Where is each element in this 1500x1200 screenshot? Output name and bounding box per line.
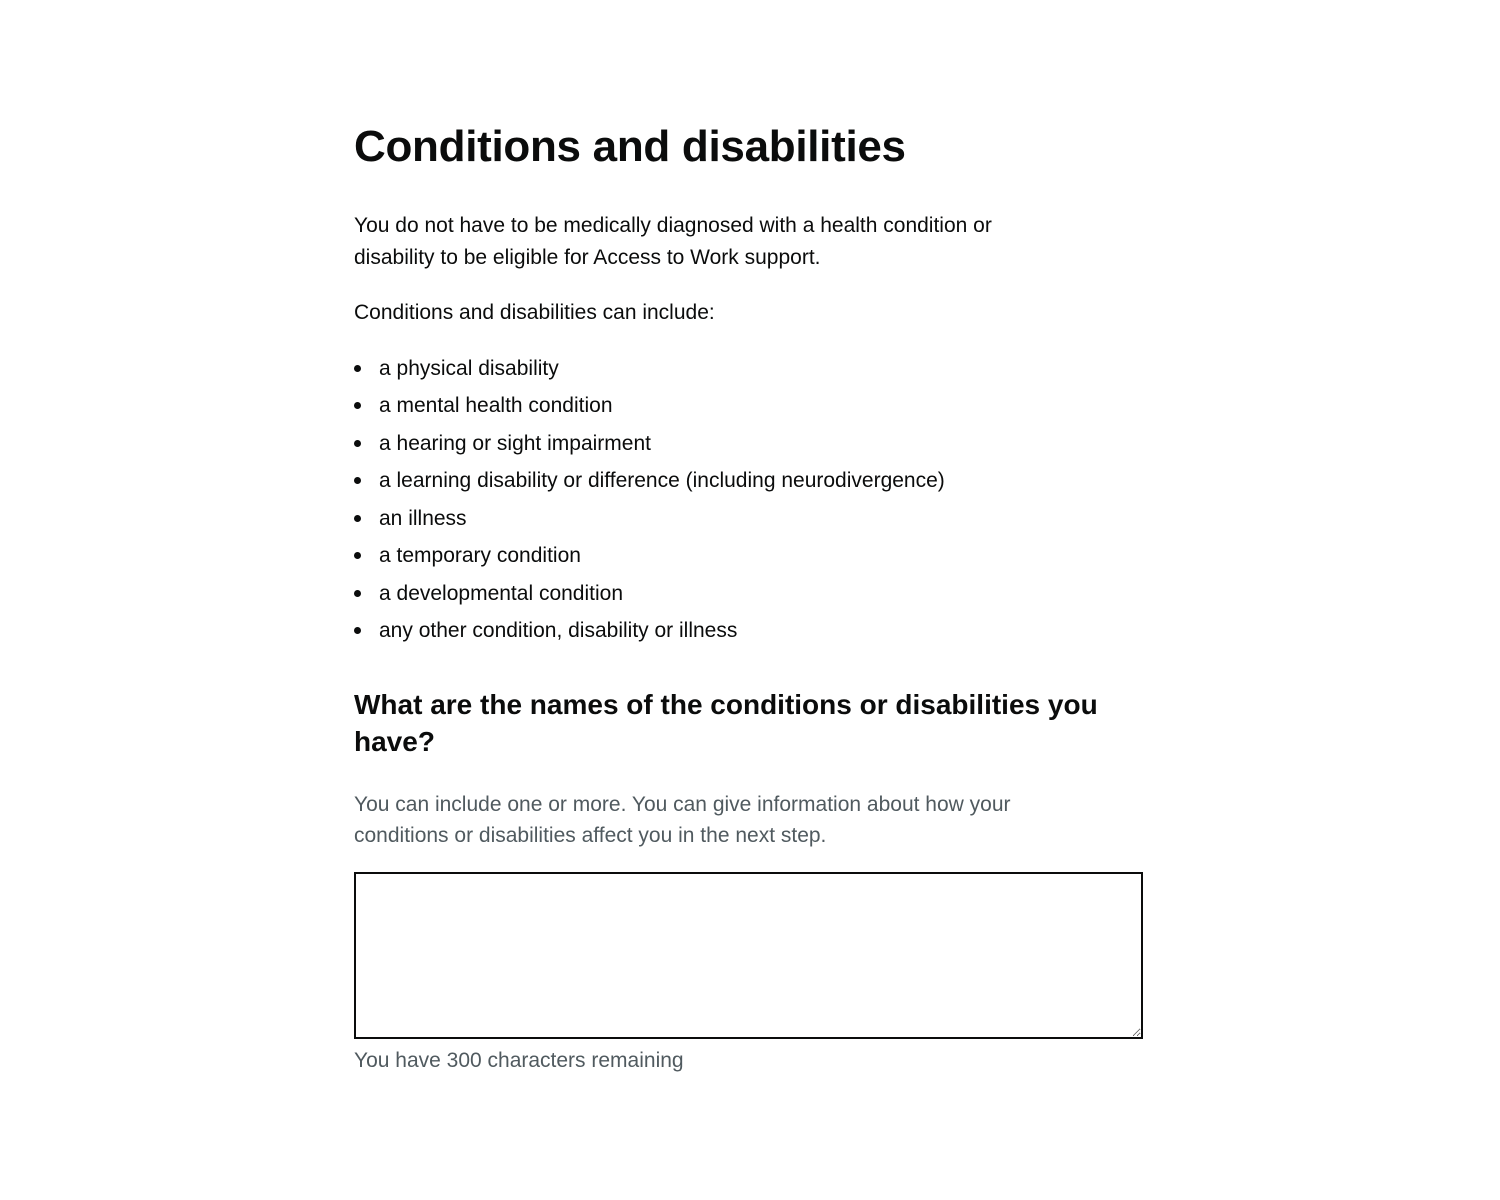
list-item-text: a hearing or sight impairment bbox=[379, 431, 651, 455]
list-intro: Conditions and disabilities can include: bbox=[354, 301, 715, 324]
list-item bbox=[354, 353, 1144, 385]
list-item-text: a developmental condition bbox=[379, 581, 624, 605]
question-hint: You can include one or more. You can give information about how your conditions or disabilities affect you in the next step. bbox=[354, 792, 1011, 847]
list-item-text: an illness bbox=[379, 506, 467, 530]
question-label bbox=[354, 686, 1114, 761]
list-item bbox=[354, 428, 1144, 460]
list-item bbox=[354, 540, 1144, 572]
list-item bbox=[354, 390, 1144, 422]
conditions-textarea[interactable] bbox=[354, 872, 1143, 1039]
bullet-icon bbox=[354, 552, 361, 559]
main-content bbox=[354, 118, 1144, 1076]
bullet-icon bbox=[354, 590, 361, 597]
list-item-text: a learning disability or difference (including neurodivergence) bbox=[379, 469, 945, 492]
character-count-message: You have 300 characters remaining bbox=[354, 1048, 684, 1072]
list-item-text: a physical disability bbox=[379, 356, 559, 380]
list-item-text: any other condition, disability or illness bbox=[379, 619, 738, 642]
page-title: Conditions and disabilities bbox=[354, 122, 906, 171]
intro-paragraph: You do not have to be medically diagnosed with a health condition or disability to be eligible for Access to Work support. bbox=[354, 214, 992, 269]
list-item bbox=[354, 578, 1144, 610]
conditions-list bbox=[354, 353, 1144, 647]
bullet-icon bbox=[354, 440, 361, 447]
bullet-icon bbox=[354, 515, 361, 522]
bullet-icon bbox=[354, 627, 361, 634]
list-item bbox=[354, 615, 1144, 647]
list-item bbox=[354, 503, 1144, 535]
bullet-icon bbox=[354, 477, 361, 484]
list-item-text: a mental health condition bbox=[379, 394, 613, 417]
bullet-icon bbox=[354, 365, 361, 372]
question-label-text: What are the names of the conditions or disabilities you have? bbox=[354, 688, 1098, 757]
list-item bbox=[354, 465, 1144, 497]
list-item-text: a temporary condition bbox=[379, 544, 581, 567]
bullet-icon bbox=[354, 402, 361, 409]
